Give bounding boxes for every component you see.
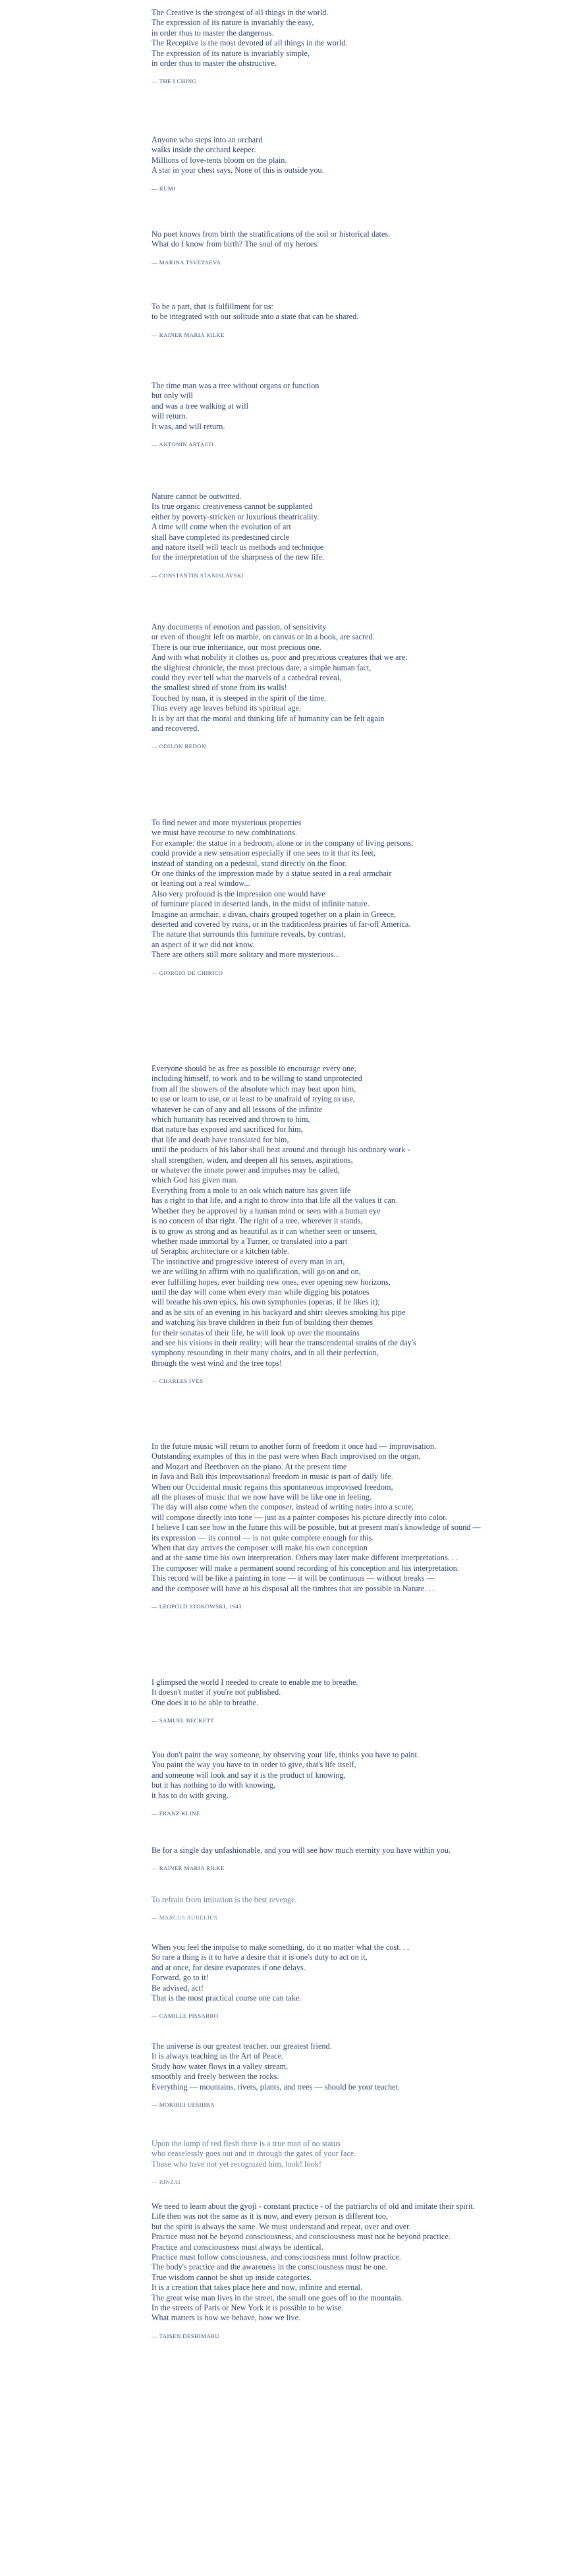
quote-line: that nature has exposed and sacrificed for him,: [152, 1125, 303, 1134]
quote-line: shall strengthen, widen, and deepen all his senses, aspirations,: [152, 1155, 353, 1165]
quote-line: the slightest chronicle, the most precious date, a simple human fact,: [152, 662, 372, 672]
quote-text: [152, 381, 319, 432]
quote-attribution: — MORIHEI UESHIBA: [152, 2101, 215, 2109]
quote-line: symphony resounding in their many choirs, and in all their perfection,: [152, 1348, 379, 1358]
quote-line: of furniture placed in deserted lands, in the midst of infinite nature.: [152, 899, 370, 909]
quote-line: deserted and covered by ruins, or in the traditionless prairies of far-off America.: [152, 920, 411, 929]
quote-text: [152, 8, 348, 69]
quote-line: walks inside the orchard keeper.: [152, 145, 256, 155]
quote-line: The body's practice and the awareness in the consciousness must be one.: [152, 2262, 387, 2272]
quote-block: [152, 135, 324, 192]
quote-attribution: — ODILON REDON: [152, 743, 206, 750]
quote-text: [152, 1678, 358, 1708]
quote-line: but only will: [152, 391, 193, 401]
quote-block: [152, 8, 348, 85]
quote-line: You don't paint the way someone, by observing your life, thinks you have to paint.: [152, 1750, 420, 1759]
quote-line: Practice and consciousness must always be identical.: [152, 2242, 323, 2252]
quote-block: [152, 2139, 356, 2186]
quote-line: Practice must follow consciousness, and consciousness must follow practice.: [152, 2252, 401, 2262]
quote-line: including himself, to work and to be willing to stand unprotected: [152, 1074, 362, 1084]
quote-line: The expression of its nature is invariably the easy,: [152, 18, 314, 28]
quote-attribution: — MARCUS AURELIUS: [152, 1914, 218, 1921]
quote-line: and recovered.: [152, 724, 200, 734]
quote-line: What do I know from birth? The soul of my heroes.: [152, 239, 319, 249]
quote-line: The Creative is the strongest of all things in the world.: [152, 8, 329, 17]
quote-line: in order thus to master the obstructive.: [152, 59, 277, 69]
quote-block: [152, 492, 324, 579]
quote-attribution: — ANTONIN ARTAUD: [152, 441, 213, 448]
quote-text: [152, 1895, 297, 1905]
quote-line: This record will be like a painting in tone — it will be continuous — without breaks —: [152, 1573, 435, 1583]
quote-line: It is a creation that takes place here and now, infinite and eternal.: [152, 2283, 363, 2293]
quote-line: which humanity has received and thrown to him,: [152, 1115, 310, 1125]
quote-line: That is the most practical course one can take.: [152, 1993, 302, 2003]
quote-line: Thus every age leaves behind its spiritual age.: [152, 703, 302, 713]
quote-line: A time will come when the evolution of art: [152, 522, 291, 532]
quote-line: One does it to be able to breathe.: [152, 1697, 259, 1707]
quote-line: from all the showers of the absolute which may beat upon him,: [152, 1084, 356, 1094]
quote-line: and see his visions in their reality; will hear the transcendental strains of the day's: [152, 1337, 416, 1347]
quote-attribution: — CHARLES IVES: [152, 1378, 204, 1385]
quote-line: Whether they be approved by a human mind or seen with a human eye: [152, 1206, 381, 1215]
quote-line: To be a part, that is fulfillment for us:: [152, 302, 273, 311]
quote-line: will return.: [152, 411, 188, 421]
quote-line: Anyone who steps into an orchard: [152, 135, 263, 144]
quote-line: There is our true inheritance, our most precious one.: [152, 642, 321, 652]
quote-line: Practice must not be beyond consciousness, and consciousness must not be beyond practice.: [152, 2232, 451, 2242]
quote-line: It is always teaching us the Art of Peace.: [152, 2051, 284, 2061]
quote-attribution: — MARINA TSVETAEVA: [152, 258, 221, 266]
quote-line: whether made immortal by a Turner, or translated into a part: [152, 1236, 348, 1246]
quote-line: Also very profound is the impression one would have: [152, 889, 325, 898]
quote-line: I glimpsed the world I needed to create to enable me to breathe.: [152, 1678, 358, 1687]
quote-line: through the west wind and the tree tops!: [152, 1358, 282, 1368]
quote-line: The time man was a tree without organs or function: [152, 381, 319, 390]
quote-line: Study how water flows in a valley stream,: [152, 2061, 289, 2071]
quote-text: [152, 818, 413, 960]
quote-block: [152, 381, 319, 448]
quote-text: [152, 2139, 356, 2169]
quote-text: [152, 1943, 409, 2003]
quote-block: [152, 1750, 419, 1817]
quote-line: instead of standing on a pedestal, stand directly on the floor.: [152, 858, 347, 868]
quote-line: Nature cannot be outwitted.: [152, 492, 242, 501]
quote-block: [152, 302, 358, 339]
quote-line: an aspect of it we did not know.: [152, 939, 255, 949]
quote-line: and watching his brave children in their fun of building their themes: [152, 1318, 374, 1328]
quote-line: shall have completed its predestined circle: [152, 532, 289, 542]
quote-block: [152, 1846, 451, 1872]
quote-line: Its true organic creativeness cannot be supplanted: [152, 502, 313, 512]
quote-line: It is by art that the moral and thinking life of humanity can be felt again: [152, 713, 385, 723]
quote-attribution: — THE I CHING: [152, 78, 197, 85]
quote-attribution: — LEOPOLD STOKOWSKI, 1943: [152, 1603, 242, 1610]
quote-block: [152, 2041, 400, 2109]
quote-line: and Mozart and Beethoven on the piano. At the present time: [152, 1461, 347, 1471]
quote-line: to use or learn to use, or at least to be unafraid of trying to use,: [152, 1094, 356, 1104]
quote-attribution: — RINZAI: [152, 2179, 181, 2186]
quote-line: No poet knows from birth the stratifications of the soil or historical dates.: [152, 229, 391, 239]
quote-line: or leaning out a real window...: [152, 879, 250, 889]
quote-attribution: — RUMI: [152, 185, 176, 192]
quote-line: There are others still more solitary and more mysterious...: [152, 950, 340, 960]
quote-attribution: — TAISEN DESHIMARU: [152, 2332, 220, 2339]
quote-line: and as he sits of an evening in his backyard and shirt sleeves smoking his pipe: [152, 1307, 406, 1317]
quote-line: Be for a single day unfashionable, and you will see how much eternity you have within you.: [152, 1846, 451, 1855]
quote-text: [152, 229, 390, 250]
quote-text: [152, 302, 358, 322]
quote-line: Those who have not yet recognized him, look! look!: [152, 2159, 322, 2169]
quote-attribution: — RAINER MARIA RILKE: [152, 1865, 225, 1872]
quote-line: The great wise man lives in the street, the small one goes off to the mountain.: [152, 2293, 403, 2302]
quote-line: Life then was not the same as it is now, and every person is different too,: [152, 2211, 389, 2221]
quote-text: [152, 492, 324, 563]
quote-line: in order thus to master the dangerous.: [152, 28, 274, 38]
quote-line: for the interpretation of the sharpness of the new life.: [152, 552, 325, 562]
quote-line: we must have recourse to new combinations.: [152, 828, 298, 838]
quote-attribution: — FRANZ KLINE: [152, 1810, 200, 1817]
quote-line: until the products of his labor shall beat around and through his ordinary work -: [152, 1145, 410, 1155]
quote-line: The day will also come when the composer, instead of writing notes into a score,: [152, 1502, 414, 1512]
quote-line: of Seraphic architecture or a kitchen table.: [152, 1246, 289, 1256]
quote-line: In the streets of Paris or New York it is possible to be wise.: [152, 2303, 344, 2313]
quote-text: [152, 1442, 481, 1594]
quote-line: could provide a new sensation especially if one sees to it that its feet,: [152, 848, 376, 858]
quote-line: is to grow as strong and as beautiful as it can whether seen or unseen,: [152, 1226, 377, 1236]
quote-line: to be integrated with our solitude into a state that can be shared.: [152, 312, 359, 322]
quote-attribution: — SAMUEL BECKETT: [152, 1717, 215, 1724]
quote-line: and at the same time his own interpretation. Others may later make different interpretations. . .: [152, 1553, 458, 1563]
quote-line: You paint the way you have to in order to give, that's life itself,: [152, 1760, 356, 1770]
quote-line: but it has nothing to do with knowing,: [152, 1780, 276, 1790]
quote-line: Everything from a mole to an oak which nature has given life: [152, 1185, 351, 1195]
quote-line: A star in your chest says, None of this is outside you.: [152, 165, 324, 175]
quote-block: [152, 1442, 481, 1610]
quote-line: for their sonatas of their life, he will look up over the mountains: [152, 1328, 360, 1337]
quote-line: To refrain from imitation is the best revenge.: [152, 1895, 297, 1904]
quote-line: it has to do with giving.: [152, 1790, 229, 1800]
quote-line: in Java and Bali this improvisational freedom in music is part of daily life.: [152, 1472, 393, 1482]
quote-text: [152, 1846, 451, 1856]
quote-line: It was, and will return.: [152, 421, 225, 431]
quote-text: [152, 135, 324, 176]
quote-block: [152, 1943, 409, 2020]
quote-line: smoothly and freely between the rocks.: [152, 2072, 279, 2082]
quote-line: And with what nobility it clothes us, poor and precarious creatures that we are:: [152, 653, 408, 662]
quote-block: [152, 1064, 416, 1385]
quote-line: its expression — its control — is not quite complete enough for this.: [152, 1533, 374, 1542]
quote-line: What matters is how we behave, how we live.: [152, 2313, 301, 2323]
quote-line: When you feel the impulse to make something, do it no matter what the cost. . .: [152, 1943, 410, 1952]
quote-block: [152, 622, 407, 750]
quote-line: The composer will make a permanent sound recording of his conception and his interpretation.: [152, 1563, 459, 1573]
quote-text: [152, 2041, 400, 2092]
quote-line: Touched by man, it is steeped in the spirit of the time.: [152, 693, 326, 703]
quote-block: [152, 1895, 297, 1921]
quote-line: To find newer and more mysterious properties: [152, 818, 302, 827]
quote-block: [152, 2202, 475, 2340]
quote-line: will breathe his own epics, his own symphonies (operas, if he likes it);: [152, 1297, 380, 1307]
quote-attribution: — RAINER MARIA RILKE: [152, 331, 225, 338]
quote-line: Outstanding examples of this in the past were when Bach improvised on the organ,: [152, 1451, 421, 1461]
quote-text: [152, 1750, 419, 1801]
quote-attribution: — CAMILLE PISSARRO: [152, 2012, 219, 2020]
quote-line: either by poverty-stricken or luxurious theatricality.: [152, 512, 319, 521]
quote-line: Forward, go to it!: [152, 1973, 209, 1983]
quote-line: has a right to that life, and a right to throw into that life all the values it can.: [152, 1196, 398, 1206]
quote-line: Everything — mountains, rivers, plants, and trees — should be your teacher.: [152, 2082, 401, 2092]
quote-line: until the day will come when every man while digging his potatoes: [152, 1287, 370, 1297]
quote-text: [152, 2202, 475, 2324]
quote-line: True wisdom cannot be shut up inside categories.: [152, 2272, 312, 2282]
quote-line: Imagine an armchair, a divan, chairs grouped together on a plain in Greece,: [152, 909, 397, 919]
quote-line: Upon the lump of red flesh there is a true man of no status: [152, 2139, 341, 2148]
quote-text: [152, 1064, 416, 1368]
quote-line: or even of thought left on marble, on canvas or in a book, are sacred.: [152, 632, 375, 642]
quote-line: Or one thinks of the impression made by a statue seated in a real armchair: [152, 869, 392, 879]
quote-line: When our Occidental music regains this spontaneous improvised freedom,: [152, 1482, 393, 1492]
quote-line: will compose directly into tone — just as a painter composes his picture directly into color.: [152, 1512, 447, 1522]
quote-line: which God has given man.: [152, 1175, 238, 1185]
quote-line: and nature itself will teach us methods and technique: [152, 542, 324, 552]
quote-line: Be advised, act!: [152, 1983, 204, 1993]
quote-text: [152, 622, 407, 734]
quote-line: and the composer will have at his disposal all the timbres that are possible in Nature. . .: [152, 1583, 435, 1593]
quote-block: [152, 1678, 358, 1724]
quote-block: [152, 818, 413, 977]
quote-line: In the future music will return to another form of freedom it once had — improvisation.: [152, 1442, 437, 1451]
quote-line: The expression of its nature is invariably simple,: [152, 48, 310, 58]
quote-line: is no concern of that right. The right of a tree, wherever it stands,: [152, 1216, 363, 1226]
quote-line: The nature that surrounds this furniture reveals, by contrast,: [152, 929, 346, 939]
quote-line: I believe I can see how in the future this will be possible, but at present man's knowledge of sound —: [152, 1523, 481, 1533]
quote-line: but the spirit is always the same. We must understand and repeat, over and over.: [152, 2221, 411, 2231]
quote-line: could they ever tell what the marvels of a cathedral reveal,: [152, 673, 342, 683]
quote-line: The Receptive is the most devoted of all things in the world.: [152, 38, 348, 48]
quote-line: When that day arrives the composer will make his own conception: [152, 1543, 368, 1553]
quote-line: who ceaselessly goes out and in through the gates of your face.: [152, 2149, 356, 2159]
quote-line: we are willing to affirm with no qualification, will go on and on,: [152, 1267, 361, 1277]
quote-line: The universe is our greatest teacher, our greatest friend.: [152, 2041, 332, 2051]
quote-attribution: — CONSTANTIN STANISLAVSKI: [152, 571, 244, 579]
quote-line: We need to learn about the gyoji - constant practice - of the patriarchs of old and imitate their spirit.: [152, 2202, 475, 2211]
quote-line: and was a tree walking at will: [152, 401, 249, 411]
quote-line: Everyone should be as free as possible to encourage every one,: [152, 1064, 356, 1073]
quote-line: or whatever the innate power and impulses may be called,: [152, 1165, 340, 1175]
quote-line: the smallest shred of stone from its walls!: [152, 683, 287, 693]
quote-line: The instinctive and progressive interest of every man in art,: [152, 1256, 345, 1266]
quote-line: Millions of love-tents bloom on the plain.: [152, 155, 287, 165]
quote-line: For example: the statue in a bedroom, alone or in the company of living persons,: [152, 838, 414, 848]
quote-line: So rare a thing is it to have a desire that it is one's duty to act on it,: [152, 1952, 368, 1962]
quote-line: that life and death have translated for him,: [152, 1134, 289, 1144]
quote-line: whatever he can of any and all lessons of the infinite: [152, 1104, 323, 1114]
quote-block: [152, 229, 390, 266]
quote-line: It doesn't matter if you're not published.: [152, 1687, 281, 1697]
quote-attribution: — GIORGIO DE CHIRICO: [152, 969, 223, 976]
quote-line: ever fulfilling hopes, ever building new ones, ever opening new horizons,: [152, 1277, 391, 1287]
quote-line: and at once, for desire evaporates if one delays.: [152, 1962, 306, 1972]
quote-line: Any documents of emotion and passion, of sensitivity: [152, 622, 327, 631]
quote-line: and someone will look and say it is the product of knowing,: [152, 1770, 346, 1780]
quote-line: all the phases of music that we now have will be like one in feeling.: [152, 1492, 372, 1502]
